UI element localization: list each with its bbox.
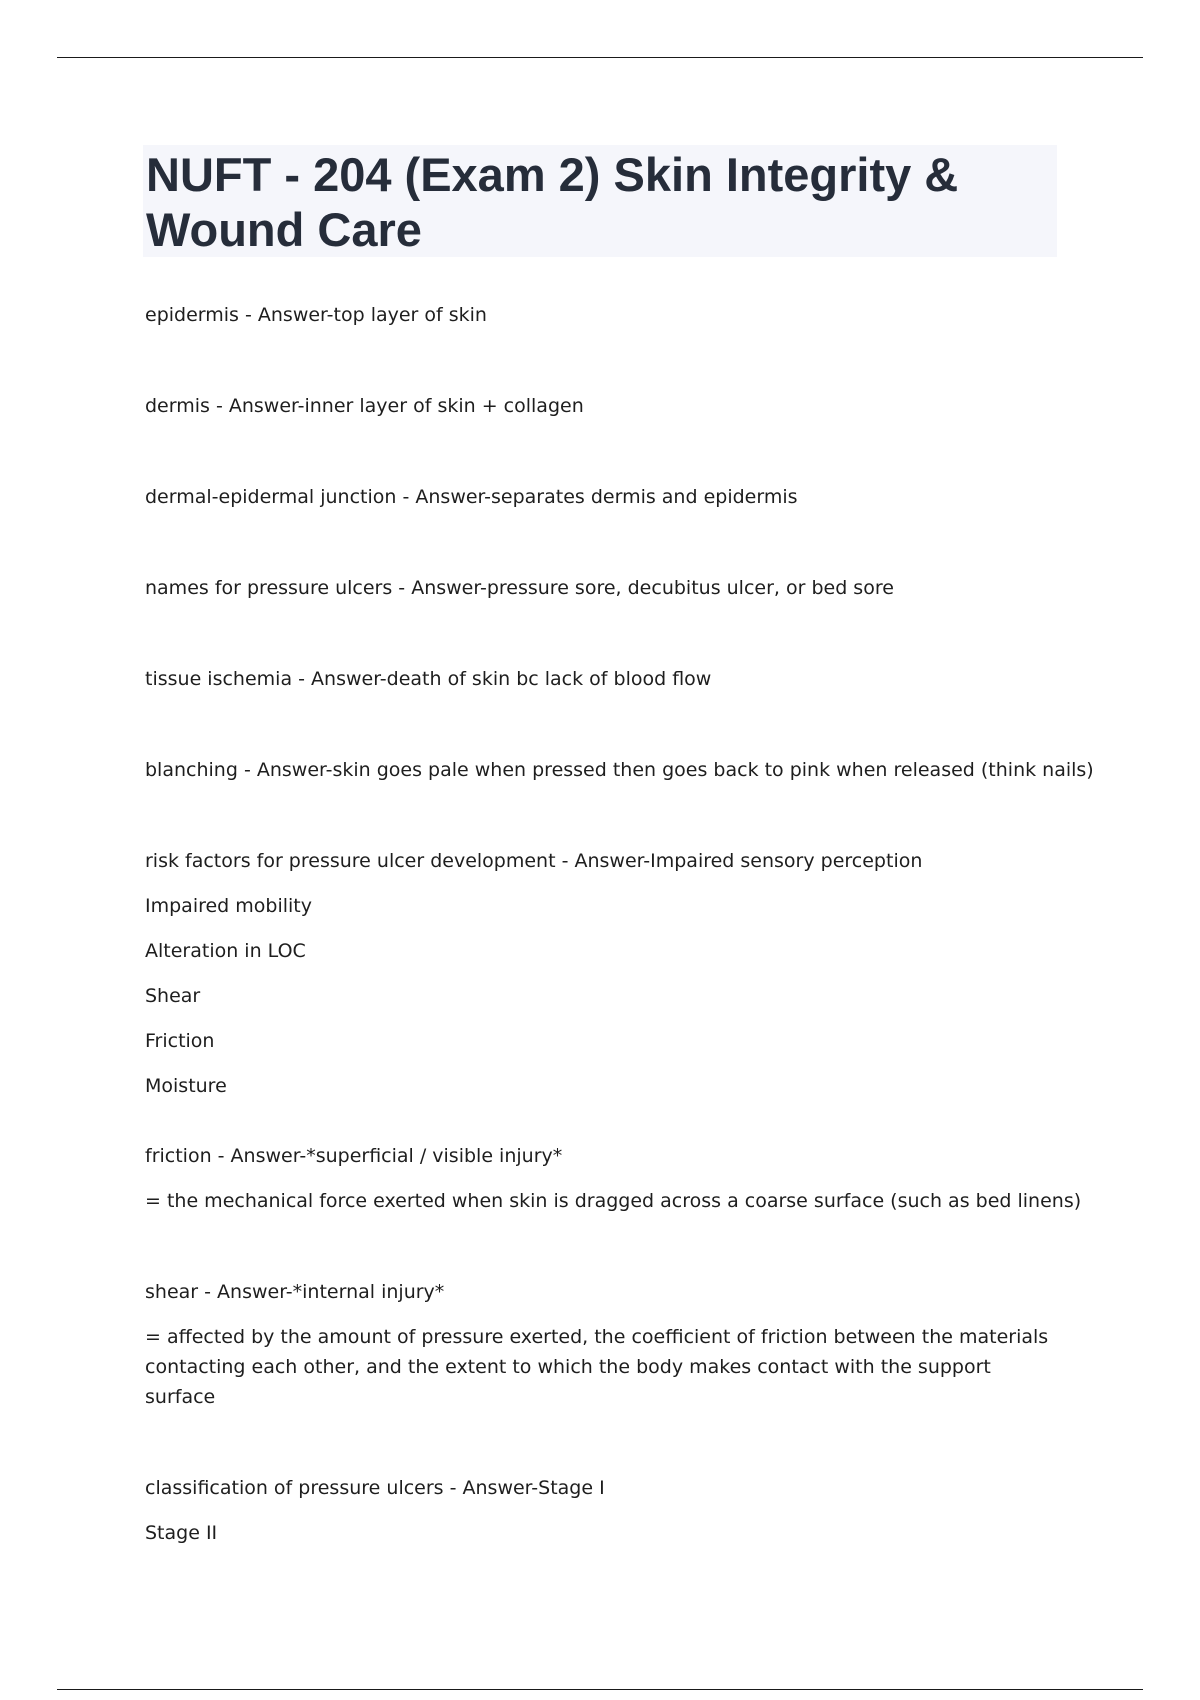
flashcard-entry — [145, 664, 1065, 694]
answer-separator: - Answer- — [392, 577, 487, 599]
flashcard-answer: *superficial / visible injury* — [306, 1145, 563, 1167]
flashcard-answer-continued: = the mechanical force exerted when skin is dragged across a coarse surface (such as bed linens) — [145, 1190, 1082, 1212]
flashcard-answer: separates dermis and epidermis — [491, 486, 798, 508]
answer-separator: - Answer- — [237, 759, 333, 781]
flashcard-question-line — [145, 300, 1065, 330]
document-title: NUFT - 204 (Exam 2) Skin Integrity & Wound Care — [146, 148, 959, 256]
flashcard-answer-continued: Alteration in LOC — [145, 940, 306, 962]
flashcard-question-line — [145, 573, 1065, 603]
flashcard-answer: pressure sore, decubitus ulcer, or bed sore — [486, 577, 894, 599]
answer-separator: - Answer- — [209, 395, 305, 417]
flashcard-answer: inner layer of skin + collagen — [304, 395, 584, 417]
flashcard-question-line — [145, 1277, 1065, 1307]
flashcard-list — [145, 300, 1094, 1548]
flashcard-term: tissue ischemia — [145, 668, 293, 690]
flashcard-question-line — [145, 846, 1065, 876]
flashcard-entry — [145, 1141, 1082, 1216]
answer-separator: - Answer- — [443, 1477, 539, 1499]
answer-separator: - Answer- — [555, 850, 651, 872]
flashcard-answer: death of skin bc lack of blood flow — [386, 668, 712, 690]
flashcard-term: dermal-epidermal junction — [145, 486, 397, 508]
flashcard-answer: Impaired sensory perception — [650, 850, 923, 872]
flashcard-answer-continued: Moisture — [145, 1075, 227, 1097]
flashcard-term: blanching — [145, 759, 238, 781]
flashcard-entry — [145, 1473, 1065, 1548]
flashcard-question-line — [145, 1141, 1065, 1171]
flashcard-term: risk factors for pressure ulcer development — [145, 850, 556, 872]
flashcard-term: friction — [145, 1145, 212, 1167]
flashcard-answer-continued: Impaired mobility — [145, 895, 313, 917]
answer-separator: - Answer- — [396, 486, 492, 508]
answer-separator: - Answer- — [198, 1281, 293, 1303]
flashcard-answer-continued: Stage II — [145, 1522, 218, 1544]
flashcard-term: dermis — [145, 395, 210, 417]
flashcard-question-line — [145, 482, 1065, 512]
answer-separator: - Answer- — [238, 304, 334, 326]
flashcard-question-line — [145, 664, 1065, 694]
flashcard-answer-continued: = affected by the amount of pressure exerted, the coefficient of friction between the materials contacting each other, and the extent to which the body makes contact with the support surface — [145, 1326, 1049, 1408]
flashcard-answer-continued: Friction — [145, 1030, 215, 1052]
flashcard-entry — [145, 482, 1065, 512]
flashcard-question-line — [145, 755, 1094, 785]
flashcard-term: classification of pressure ulcers — [145, 1477, 444, 1499]
answer-separator: - Answer- — [292, 668, 387, 690]
flashcard-entry — [145, 1277, 1065, 1412]
flashcard-entry — [145, 391, 1065, 421]
top-rule — [57, 57, 1143, 58]
flashcard-answer-continued: Shear — [145, 985, 201, 1007]
flashcard-entry — [145, 573, 1065, 603]
flashcard-answer: top layer of skin — [333, 304, 487, 326]
flashcard-answer: Stage I — [538, 1477, 605, 1499]
flashcard-question-line — [145, 391, 1065, 421]
flashcard-entry — [145, 300, 1065, 330]
flashcard-term: names for pressure ulcers — [145, 577, 393, 599]
answer-separator: - Answer- — [211, 1145, 307, 1167]
flashcard-entry — [145, 846, 1065, 1101]
flashcard-term: shear — [145, 1281, 199, 1303]
flashcard-term: epidermis — [145, 304, 239, 326]
flashcard-answer: skin goes pale when pressed then goes back to pink when released (think nails) — [332, 759, 1094, 781]
flashcard-question-line — [145, 1473, 1065, 1503]
flashcard-answer: *internal injury* — [292, 1281, 445, 1303]
flashcard-entry — [145, 755, 1094, 785]
bottom-rule — [57, 1689, 1143, 1690]
